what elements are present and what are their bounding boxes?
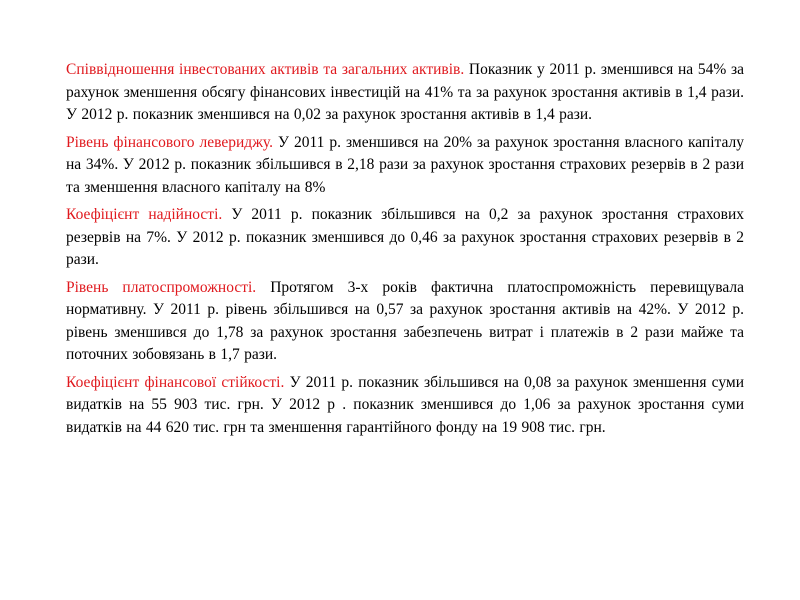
paragraph-text: У 2011 р. показник збільшився на 0,2 за рахунок зростання страхових резервів на 7%. У 2012 р. показник зменшився до 0,46 за рахунок зростання страхових резервів в 2 рази. [66, 206, 744, 268]
paragraph-investment-ratio [66, 59, 744, 127]
term-financial-leverage: Рівень фінансового левериджу. [66, 133, 273, 151]
paragraph-solvency-level [66, 277, 744, 367]
paragraph-text: Показник у 2011 р. зменшився на 54% за рахунок зменшення обсягу фінансових інвестицій на 41% та за рахунок зростання активів в 1,4 рази. У 2012 р. показник зменшився на 0,02 за рахунок зростання активів в 1,4 рази. [66, 61, 744, 123]
paragraph-financial-stability [66, 372, 744, 440]
term-solvency-level: Рівень платоспроможності. [66, 278, 257, 296]
term-investment-ratio: Співвідношення інвестованих активів та загальних активів. [66, 61, 465, 78]
paragraph-text: Протягом 3-х років фактична платоспроможність перевищувала нормативну. У 2011 р. рівень збільшився на 0,57 за рахунок зростання активів на 42%. У 2012 р. рівень зменшився до 1,78 за рахунок зростання забезпечень витрат і платежів в 2 рази майже та поточних зобовязань в 1,7 рази. [66, 278, 744, 363]
paragraph-financial-leverage [66, 132, 744, 200]
term-reliability-coefficient: Коефіцієнт надійності. [66, 206, 223, 223]
paragraph-reliability-coefficient [66, 204, 744, 272]
paragraph-text: У 2011 р. зменшився на 20% за рахунок зростання власного капіталу на 34%. У 2012 р. показник збільшився в 2,18 рази за рахунок зростання страхових резервів в 2 рази та зменшення власного капіталу на 8% [66, 133, 744, 196]
text-block [66, 59, 744, 444]
paragraph-text: У 2011 р. показник збільшився на 0,08 за рахунок зменшення суми видатків на 55 903 тис. грн. У 2012 р . показник зменшився до 1,06 за рахунок зростання суми видатків на 44 620 тис. грн та зменшення гарантійного фонду на 19 908 тис. грн. [66, 373, 744, 436]
term-financial-stability: Коефіцієнт фінансової стійкості. [66, 373, 285, 391]
